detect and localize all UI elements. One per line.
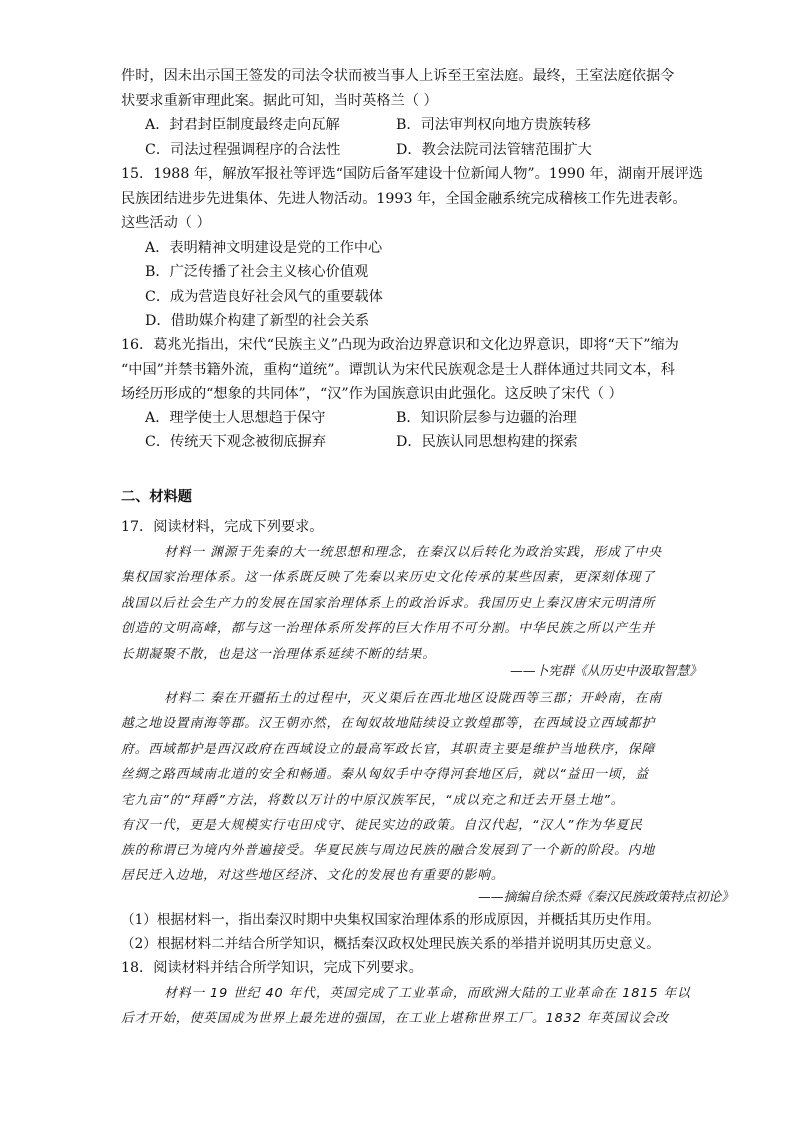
q17-material2-line-2: 越之地设置南海等郡。汉王朝亦然，在匈奴故地陆续设立敦煌郡等，在西域设立西域都护 — [121, 716, 656, 731]
q17-material2-line-6: 有汉一代，更是大规模实行屯田戍守、徙民实边的政策。自汉代起，“汉人”作为华夏民 — [121, 818, 643, 833]
q17-material1-line-3: 战国以后社会生产力的发展在国家治理体系上的政治诉求。我国历史上秦汉唐宋元明清所 — [121, 596, 656, 611]
q15-option-d: D．借助媒介构建了新型的社会关系 — [145, 313, 370, 329]
q18-material1-line-1: 材料一 19 世纪 40 年代，英国完成了工业革命，而欧洲大陆的工业革命在 1815 年以 — [164, 986, 691, 1001]
q17-material2-line-1: 材料二 秦在开疆拓土的过程中，灭义渠后在西北地区设陇西等三郡；开岭南，在南 — [164, 691, 663, 706]
q17-material2-line-5: 宅九亩”的“拜爵”方法，将数以万计的中原汉族军民，“成以充之和迁去开垦土地”。 — [121, 793, 625, 808]
q15-text-line-3: 这些活动（ ） — [121, 215, 211, 231]
q16-option-c: C．传统天下观念被彻底摒弃 — [145, 434, 327, 450]
q14-text-line-2: 状要求重新审理此案。据此可知，当时英格兰（ ） — [121, 93, 438, 109]
q18-prompt: 18．阅读材料并结合所学知识，完成下列要求。 — [121, 960, 423, 976]
q16-option-d: D．民族认同思想构建的探索 — [396, 434, 578, 450]
q17-material1-line-1: 材料一 渊源于先秦的大一统思想和理念，在秦汉以后转化为政治实践，形成了中央 — [164, 545, 663, 560]
q17-material2-line-7: 族的称谓已为境内外普遍接受。华夏民族与周边民族的融合发展到了一个新的阶段。内地 — [121, 843, 656, 858]
q14-option-c: C．司法过程强调程序的合法性 — [145, 142, 341, 158]
q14-text-line-1: 件时，因未出示国王签发的司法令状而被当事人上诉至王室法庭。最终，王室法庭依据令 — [121, 68, 675, 84]
q16-text-line-1: 16．葛兆光指出，宋代“民族主义”凸现为政治边界意识和文化边界意识，即将“天下”缩为 — [121, 337, 679, 353]
section-heading: 二、材料题 — [121, 489, 192, 505]
q17-material1-source: ——卜宪群《从历史中汲取智慧》 — [510, 664, 702, 679]
q14-option-a: A．封君封臣制度最终走向瓦解 — [145, 117, 340, 133]
q17-material2-line-4: 丝绸之路西域南北道的安全和畅通。秦从匈奴手中夺得河套地区后，就以“益田一顷，益 — [121, 767, 650, 782]
q15-option-c: C．成为营造良好社会风气的重要载体 — [145, 289, 383, 305]
q16-text-line-2: “中国”并禁书籍外流，重构“道统”。谭凯认为宋代民族观念是士人群体通过共同文本，科 — [121, 362, 675, 378]
q17-material2-source: ——摘编自徐杰舜《秦汉民族政策特点初论》 — [478, 890, 734, 905]
q16-option-b: B．知识阶层参与边疆的治理 — [396, 410, 577, 426]
q17-question-2: （2）根据材料二并结合所学知识，概括秦汉政权处理民族关系的举措并说明其历史意义。 — [121, 936, 660, 952]
q17-material1-line-5: 长期凝聚不散，也是这一治理体系延续不断的结果。 — [121, 647, 437, 662]
q17-material1-line-4: 创造的文明高峰，都与这一治理体系所发挥的巨大作用不可分割。中华民族之所以产生并 — [121, 621, 656, 636]
q14-option-b: B．司法审判权向地方贵族转移 — [396, 117, 591, 133]
q14-option-d: D．教会法院司法管辖范围扩大 — [396, 142, 592, 158]
q15-text-line-2: 民族团结进步先进集体、先进人物活动。1993 年，全国金融系统完成稽核工作先进表彰。 — [121, 191, 687, 207]
q17-material2-line-3: 府。西域都护是西汉政府在西域设立的最高军政长官，其职责主要是维护当地秩序，保障 — [121, 742, 656, 757]
q17-question-1: （1）根据材料一，指出秦汉时期中央集权国家治理体系的形成原因，并概括其历史作用。 — [121, 912, 660, 928]
q17-prompt: 17．阅读材料，完成下列要求。 — [121, 519, 324, 535]
q17-material1-line-2: 集权国家治理体系。这一体系既反映了先秦以来历史文化传承的某些因素，更深刻体现了 — [121, 570, 656, 585]
q16-text-line-3: 场经历形成的“想象的共同体”，“汉”作为国族意识由此强化。这反映了宋代（ ） — [121, 386, 623, 402]
q16-option-a: A．理学使士人思想趋于保守 — [145, 410, 326, 426]
q15-text-line-1: 15．1988 年，解放军报社等评选“国防后备军建设十位新闻人物”。1990 年，湖南开展评选 — [121, 166, 703, 182]
q15-option-a: A．表明精神文明建设是党的工作中心 — [145, 240, 383, 256]
q18-material1-line-2: 后才开始，使英国成为世界上最先进的强国，在工业上堪称世界工厂。1832 年英国议会改 — [121, 1011, 669, 1026]
q17-material2-line-8: 居民迁入边地，对这些地区经济、文化的发展也有重要的影响。 — [121, 868, 505, 883]
q15-option-b: B．广泛传播了社会主义核心价值观 — [145, 264, 369, 280]
